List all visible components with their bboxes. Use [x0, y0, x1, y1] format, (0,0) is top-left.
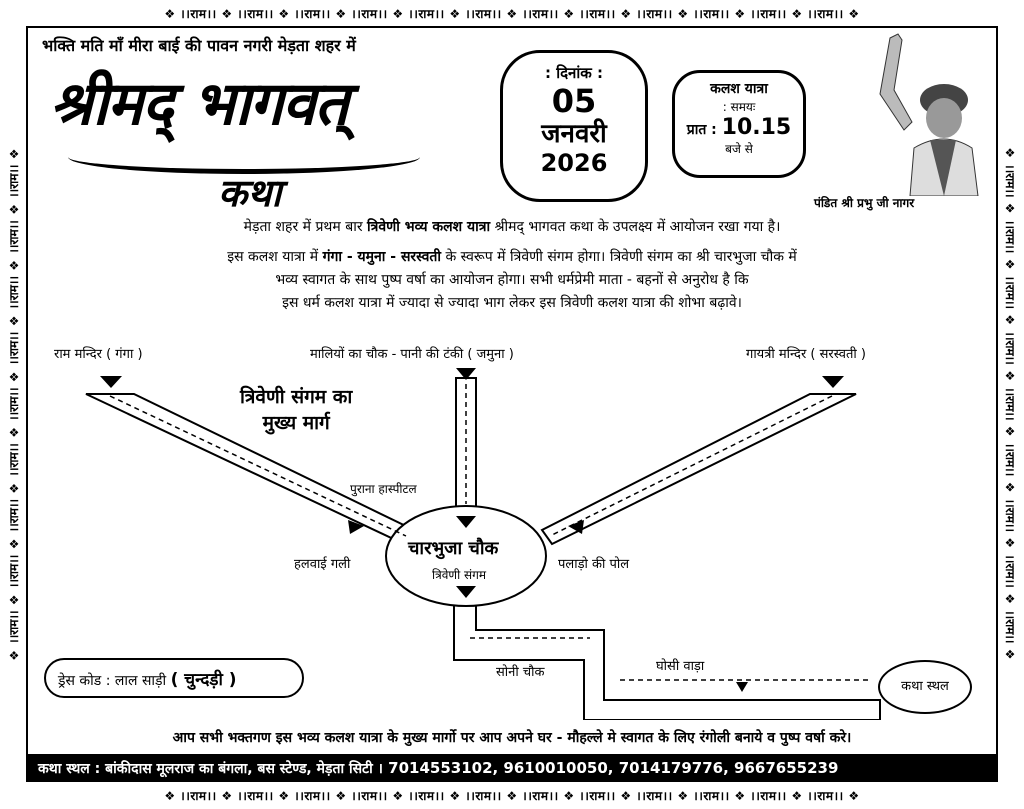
border-top: ❖ ।।राम।। ❖ ।।राम।। ❖ ।।राम।। ❖ ।।राम।। ❖ ।।राम।। ❖ ।।राम।। ❖ ।।राम।। ❖ ।।राम।। ❖ ।।राम।। ❖ ।।राम।। ❖ ।।राम।। ❖ ।।राम।। ❖: [164, 7, 860, 21]
kalash-time-prefix: प्रात :: [686, 122, 717, 138]
page-subtitle: कथा: [218, 170, 282, 215]
route-title-line-1: त्रिवेणी संगम का: [240, 386, 353, 408]
arrow-ghosi: [736, 682, 748, 692]
dress-code-chunadi: ( चुन्दड़ी ): [170, 670, 237, 690]
kalash-title: कलश यात्रा: [710, 81, 768, 97]
date-label: : दिनांक :: [544, 64, 604, 82]
arrow-gayatri: [822, 376, 844, 388]
route-saraswati: [542, 394, 856, 544]
date-year: 2026: [540, 149, 608, 177]
kalash-time-value: 10.15: [721, 115, 792, 140]
description-line-1-before: इस कलश यात्रा में: [227, 249, 323, 265]
label-triveni-sangam: त्रिवेणी संगम: [432, 568, 487, 582]
kalash-time-row: [675, 115, 803, 140]
border-right: ❖ ।।राम।। ❖ ।।राम।। ❖ ।।राम।। ❖ ।।राम।। ❖ ।।राम।। ❖ ।।राम।। ❖ ।।राम।। ❖ ।।राम।। ❖ ।।राम।। ❖: [1003, 146, 1017, 662]
description-line-2: भव्य स्वागत के साथ पुष्प वर्षा का आयोजन होगा। सभी धर्मप्रेमी माता - बहनों से अनुरोध है कि: [275, 272, 749, 288]
label-ram-mandir: राम मन्दिर ( गंगा ): [54, 347, 143, 362]
description-line-3: इस धर्म कलश यात्रा में ज्यादा से ज्यादा भाग लेकर इस त्रिवेणी कलश यात्रा की शोभा बढ़ावे।: [282, 295, 742, 311]
description-text: [40, 246, 984, 315]
date-month: जनवरी: [541, 119, 607, 149]
label-ghosi-wada: घोसी वाड़ा: [656, 659, 705, 674]
intro-before: मेड़ता शहर में प्रथम बार: [243, 219, 367, 235]
intro-text: [40, 216, 984, 239]
kalash-time-badge: [672, 70, 806, 178]
date-badge: [500, 50, 648, 202]
intro-highlight: त्रिवेणी भव्य कलश यात्रा: [367, 219, 491, 235]
tagline: भक्ति मति माँ मीरा बाई की पावन नगरी मेड़ता शहर में: [42, 36, 356, 55]
footer-bar: [28, 754, 996, 782]
route-title: [240, 384, 352, 436]
label-maliyon-chowk: मालियों का चौक - पानी की टंकी ( जमुना ): [310, 347, 514, 362]
dress-code: [44, 658, 304, 698]
route-title-line-2: मुख्य मार्ग: [262, 412, 330, 434]
border-bottom: ❖ ।।राम।। ❖ ।।राम।। ❖ ।।राम।। ❖ ।।राम।। ❖ ।।राम।। ❖ ।।राम।। ❖ ।।राम।। ❖ ।।राम।। ❖ ।।राम।। ❖ ।।राम।। ❖ ।।राम।। ❖ ।।राम।। ❖: [164, 789, 860, 803]
pandit-name: पंडित श्री प्रभु जी नागर: [814, 196, 915, 210]
page-title: श्रीमद् भागवत्: [50, 69, 348, 139]
description-rivers: गंगा - यमुना - सरस्वती: [322, 249, 441, 265]
kalash-time-suffix: बजे से: [725, 142, 753, 156]
footer-phones: 7014553102, 9610010050, 7014179776, 9667655239: [382, 759, 839, 777]
footer-venue: कथा स्थल : बांकीदास मूलराज का बंगला, बस स्टेण्ड, मेड़ता सिटी ।: [38, 761, 383, 777]
kalash-time-label: : समयः: [722, 100, 756, 114]
label-gayatri-mandir: गायत्री मन्दिर ( सरस्वती ): [746, 347, 866, 362]
label-hospital: पुराना हास्पीटल: [350, 482, 417, 496]
appeal-text: आप सभी भक्तगण इस भव्य कलश यात्रा के मुख्य मार्गो पर आप अपने घर - मौहल्ले मे स्वागत के लिए रंगोली बनाये व पुष्प वर्षा करे।: [172, 730, 852, 746]
arrow-ram-mandir: [100, 376, 122, 388]
label-chaarbhuja-chowk: चारभुजा चौक: [408, 538, 499, 559]
label-palado-pol: पलाड़ो की पोल: [558, 557, 630, 572]
dress-code-label: ड्रेस कोड : लाल साड़ी: [58, 673, 167, 689]
description-line-1: [40, 246, 984, 269]
intro-after: श्रीमद् भागवत कथा के उपलक्ष्य में आयोजन रखा गया है।: [490, 219, 781, 235]
border-left: ❖ ।।राम।। ❖ ।।राम।। ❖ ।।राम।। ❖ ।।राम।। ❖ ।।राम।। ❖ ।।राम।। ❖ ।।राम।। ❖ ।।राम।। ❖ ।।राम।। ❖: [7, 146, 21, 662]
pandit-portrait: [860, 30, 984, 196]
date-day: 05: [551, 82, 597, 120]
katha-sthal-circle: कथा स्थल: [878, 660, 972, 714]
label-halwai-gali: हलवाई गली: [294, 557, 351, 572]
description-line-1-after: के स्वरूप में त्रिवेणी संगम होगा। त्रिवेणी संगम का श्री चारभुजा चौक में: [441, 249, 797, 265]
label-soni-chowk: सोनी चौक: [496, 665, 545, 680]
